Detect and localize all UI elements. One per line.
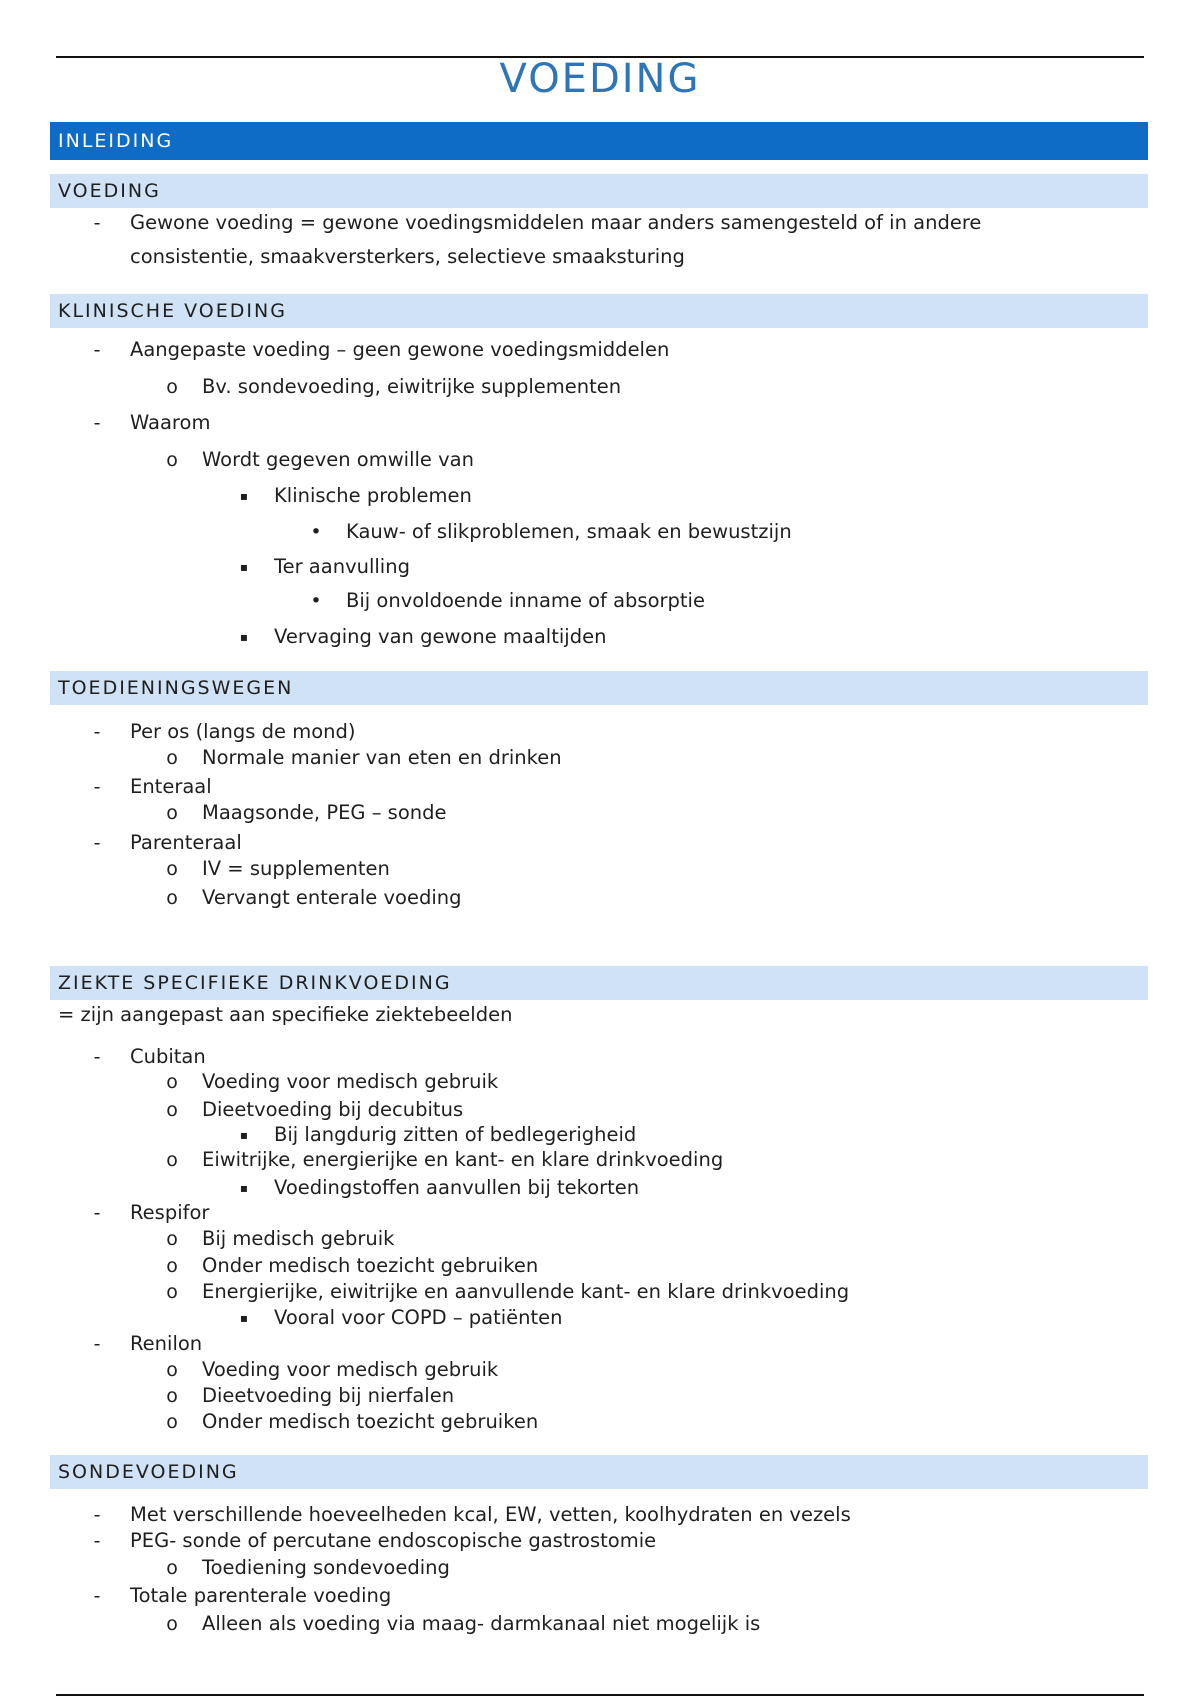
circle-bullet: o — [166, 1071, 178, 1093]
list-item: Aangepaste voeding – geen gewone voedingsmiddelen — [130, 338, 670, 361]
dot-bullet: • — [310, 590, 322, 612]
list-item: Vervaging van gewone maaltijden — [274, 625, 607, 648]
dash-bullet: - — [93, 721, 101, 743]
dash-bullet: - — [93, 1333, 101, 1355]
dash-bullet: - — [93, 1504, 101, 1526]
list-item: Voeding voor medisch gebruik — [202, 1070, 499, 1093]
section-heading-sondevoeding: SONDEVOEDING — [50, 1455, 1148, 1489]
list-item: Bv. sondevoeding, eiwitrijke supplementen — [202, 375, 622, 398]
circle-bullet: o — [166, 1359, 178, 1381]
circle-bullet: o — [166, 858, 178, 880]
list-item: Totale parenterale voeding — [130, 1584, 392, 1607]
square-bullet: ▪ — [239, 630, 249, 644]
list-item: Met verschillende hoeveelheden kcal, EW, vetten, koolhydraten en vezels — [130, 1503, 851, 1526]
circle-bullet: o — [166, 887, 178, 909]
circle-bullet: o — [166, 1385, 178, 1407]
square-bullet: ▪ — [239, 1311, 249, 1325]
list-item: Voeding voor medisch gebruik — [202, 1358, 499, 1381]
section-heading-ziekte-specifieke-drinkvoeding: ZIEKTE SPECIFIEKE DRINKVOEDING — [50, 966, 1148, 1000]
list-item: Waarom — [130, 411, 211, 434]
list-item: Bij langdurig zitten of bedlegerigheid — [274, 1123, 637, 1146]
dash-bullet: - — [93, 412, 101, 434]
list-item: Klinische problemen — [274, 484, 472, 507]
circle-bullet: o — [166, 1228, 178, 1250]
square-bullet: ▪ — [239, 489, 249, 503]
square-bullet: ▪ — [239, 560, 249, 574]
dash-bullet: - — [93, 832, 101, 854]
section-heading-voeding: VOEDING — [50, 174, 1148, 208]
dash-bullet: - — [93, 212, 101, 234]
circle-bullet: o — [166, 802, 178, 824]
circle-bullet: o — [166, 1149, 178, 1171]
circle-bullet: o — [166, 1613, 178, 1635]
list-item-continuation: consistentie, smaakversterkers, selectieve smaaksturing — [130, 245, 685, 268]
list-item: Enteraal — [130, 775, 212, 798]
dash-bullet: - — [93, 339, 101, 361]
dot-bullet: • — [310, 521, 322, 543]
circle-bullet: o — [166, 1281, 178, 1303]
list-item: Bij medisch gebruik — [202, 1227, 395, 1250]
list-item: Renilon — [130, 1332, 203, 1355]
list-item: Dieetvoeding bij nierfalen — [202, 1384, 455, 1407]
circle-bullet: o — [166, 376, 178, 398]
list-item: Toediening sondevoeding — [202, 1556, 450, 1579]
list-item: Per os (langs de mond) — [130, 720, 356, 743]
section-heading-inleiding: INLEIDING — [50, 122, 1148, 160]
list-item: Parenteraal — [130, 831, 242, 854]
circle-bullet: o — [166, 449, 178, 471]
list-item: Vervangt enterale voeding — [202, 886, 462, 909]
list-item: PEG- sonde of percutane endoscopische gastrostomie — [130, 1529, 657, 1552]
list-item: Maagsonde, PEG – sonde — [202, 801, 447, 824]
dash-bullet: - — [93, 1530, 101, 1552]
list-item: Dieetvoeding bij decubitus — [202, 1098, 464, 1121]
list-item: Normale manier van eten en drinken — [202, 746, 562, 769]
dash-bullet: - — [93, 1046, 101, 1068]
section-heading-klinische-voeding: KLINISCHE VOEDING — [50, 294, 1148, 328]
list-item: Onder medisch toezicht gebruiken — [202, 1254, 539, 1277]
list-item: Voedingstoffen aanvullen bij tekorten — [274, 1176, 640, 1199]
list-item: Respifor — [130, 1201, 210, 1224]
bottom-rule — [56, 1694, 1144, 1696]
list-item: Alleen als voeding via maag- darmkanaal niet mogelijk is — [202, 1612, 761, 1635]
list-item: Bij onvoldoende inname of absorptie — [346, 589, 705, 612]
list-item: Wordt gegeven omwille van — [202, 448, 474, 471]
circle-bullet: o — [166, 747, 178, 769]
list-item: Ter aanvulling — [274, 555, 410, 578]
circle-bullet: o — [166, 1099, 178, 1121]
dash-bullet: - — [93, 1202, 101, 1224]
list-item: Vooral voor COPD – patiënten — [274, 1306, 563, 1329]
list-item: Energierijke, eiwitrijke en aanvullende kant- en klare drinkvoeding — [202, 1280, 850, 1303]
list-item: Cubitan — [130, 1045, 206, 1068]
page-title: VOEDING — [499, 56, 701, 102]
circle-bullet: o — [166, 1255, 178, 1277]
list-item: Gewone voeding = gewone voedingsmiddelen maar anders samengesteld of in andere — [130, 211, 982, 234]
square-bullet: ▪ — [239, 1128, 249, 1142]
list-item: Kauw- of slikproblemen, smaak en bewustzijn — [346, 520, 792, 543]
intro-text: = zijn aangepast aan specifieke ziektebeelden — [58, 1003, 513, 1026]
square-bullet: ▪ — [239, 1181, 249, 1195]
list-item: Onder medisch toezicht gebruiken — [202, 1410, 539, 1433]
list-item: Eiwitrijke, energierijke en kant- en klare drinkvoeding — [202, 1148, 724, 1171]
list-item: IV = supplementen — [202, 857, 390, 880]
section-heading-toedieningswegen: TOEDIENINGSWEGEN — [50, 671, 1148, 705]
circle-bullet: o — [166, 1557, 178, 1579]
dash-bullet: - — [93, 776, 101, 798]
dash-bullet: - — [93, 1585, 101, 1607]
circle-bullet: o — [166, 1411, 178, 1433]
